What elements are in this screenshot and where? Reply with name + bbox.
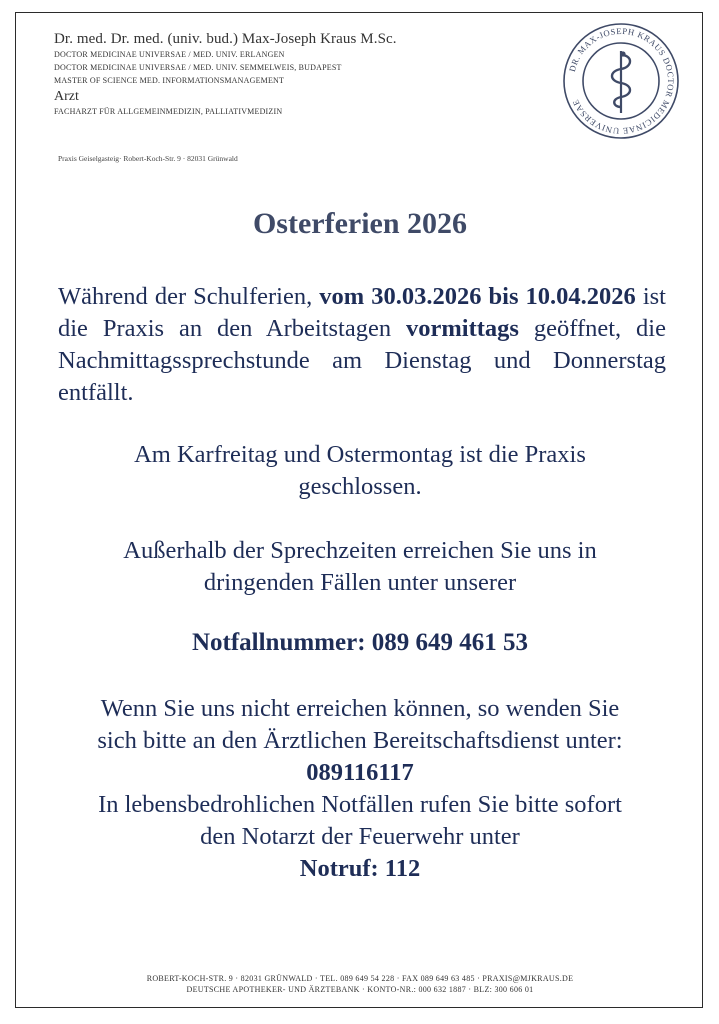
emergency-services-paragraph xyxy=(16,693,704,885)
on-call-number: 089116117 xyxy=(306,759,414,786)
notice-title: Osterferien 2026 xyxy=(252,207,468,240)
emergency-call-number: Notruf: 112 xyxy=(299,855,421,882)
credential-line-2: DOCTOR MEDICINAE UNIVERSAE / MED. UNIV. SEMMELWEIS, BUDAPEST xyxy=(54,63,342,72)
after-hours-paragraph xyxy=(16,535,704,599)
emergency-line-1: Wenn Sie uns nicht erreichen können, so wenden Sie xyxy=(100,695,620,722)
emergency-line-4: In lebensbedrohlichen Notfällen rufen Sie bitte sofort xyxy=(98,791,622,818)
after-hours-line-1: Außerhalb der Sprechzeiten erreichen Sie uns in xyxy=(123,537,597,564)
emergency-line-2: sich bitte an den Ärztlichen Bereitschaftsdienst unter: xyxy=(97,727,623,754)
closure-line-1: Am Karfreitag und Ostermontag ist die Praxis xyxy=(134,441,586,468)
closure-paragraph xyxy=(16,439,704,503)
closure-line-2: geschlossen. xyxy=(298,473,422,500)
after-hours-line-2: dringenden Fällen unter unserer xyxy=(203,569,517,596)
profession-label: Arzt xyxy=(54,89,79,104)
para1-mornings: vormittags xyxy=(406,315,519,342)
svg-text:DR. MAX-JOSEPH KRAUS DOCTOR ME: DR. MAX-JOSEPH KRAUS DOCTOR MEDICINAE UNIVERSAE xyxy=(566,25,677,137)
letter-sheet xyxy=(15,12,703,1008)
doctor-name: Dr. med. Dr. med. (univ. bud.) Max-Joseph Kraus M.Sc. xyxy=(54,31,397,47)
holiday-hours-paragraph xyxy=(58,281,666,409)
emergency-line-5: den Notarzt der Feuerwehr unter xyxy=(200,823,520,850)
para1-text-1: Während der Schulferien, xyxy=(58,283,320,310)
para1-text-2: ist die Praxis an den Arbeitstagen xyxy=(58,283,666,342)
footer-line-1: ROBERT-KOCH-STR. 9 · 82031 GRÜNWALD · TEL. 089 649 54 228 · FAX 089 649 63 485 · PRAXIS@MJKRAUS.DE xyxy=(146,974,574,983)
para1-text-3: geöffnet, die Nachmittagssprechstunde am Dienstag und Donnerstag entfällt. xyxy=(58,315,666,406)
credential-line-3: MASTER OF SCIENCE MED. INFORMATIONSMANAGEMENT xyxy=(54,76,285,85)
practice-seal-logo xyxy=(561,21,681,141)
specialty-line: FACHARZT FÜR ALLGEMEINMEDIZIN, PALLIATIVMEDIZIN xyxy=(54,107,283,116)
letter-footer xyxy=(16,973,704,995)
letterhead xyxy=(54,31,554,118)
para1-date-range: vom 30.03.2026 bis 10.04.2026 xyxy=(319,283,636,310)
practice-address-line: Praxis Geiselgasteig· Robert-Koch-Str. 9 · 82031 Grünwald xyxy=(58,154,238,163)
emergency-number: Notfallnummer: 089 649 461 53 xyxy=(191,629,529,656)
credential-line-1: DOCTOR MEDICINAE UNIVERSAE / MED. UNIV. ERLANGEN xyxy=(54,50,285,59)
footer-line-2: DEUTSCHE APOTHEKER- UND ÄRZTEBANK · KONTO-NR.: 000 632 1887 · BLZ: 300 606 01 xyxy=(186,985,534,994)
